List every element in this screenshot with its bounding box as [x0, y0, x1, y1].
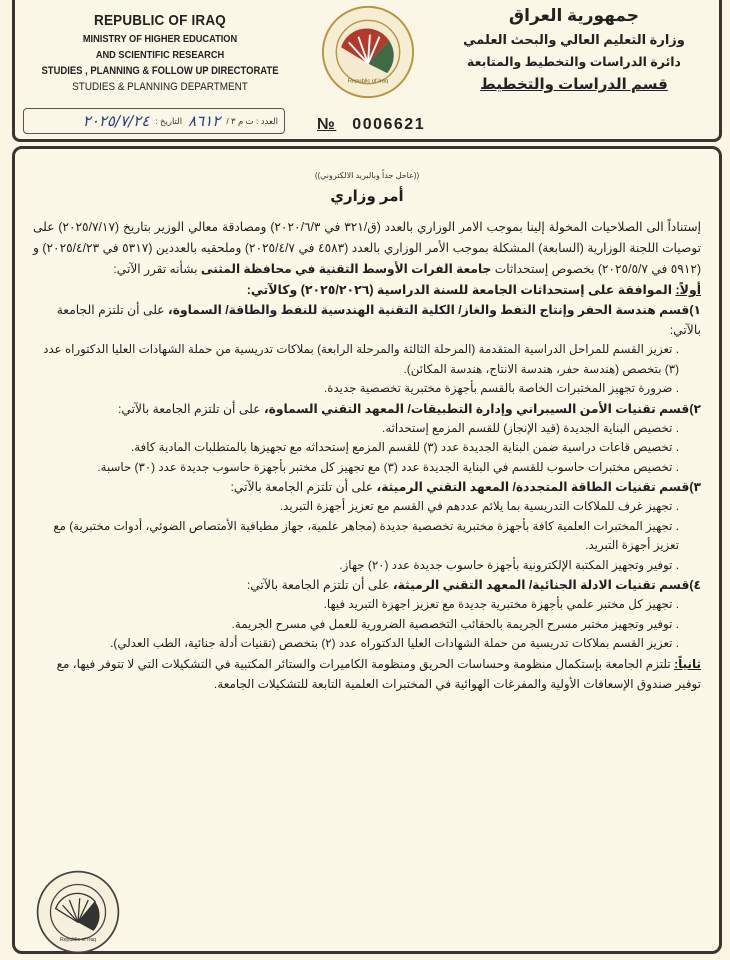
- preamble-ending: بشأنه تقرر الآتي:: [113, 262, 201, 276]
- directorate-en: STUDIES , PLANNING & FOLLOW UP DIRECTORATE: [41, 65, 279, 77]
- bullet-text: ضرورة تجهيز المختبرات الخاصة بالقسم بأجهزة مختبرية تخصصية جديدة.: [324, 381, 673, 395]
- list-item: . توفير وتجهيز مختبر مسرح الجريمة بالحقائب التخصصية الضرورية للعمل في مسرح الجريمة.: [231, 616, 679, 631]
- item-title: قسم تقنيات الطاقة المتجددة/ المعهد التقني الرميثة،: [376, 480, 690, 494]
- bullet-text: تخصيص قاعات دراسية ضمن البناية الجديدة عدد (٣) للقسم المزمع إستحداثه مع تجهيزها بالمتطلبات المادية كافة.: [130, 440, 673, 454]
- item-tail: على أن تلتزم الجامعة بالآتي:: [246, 578, 393, 592]
- section-first-label: أولاً:: [675, 283, 701, 297]
- document-content: [33, 171, 701, 694]
- preamble: [33, 217, 701, 280]
- bullet-text: توفير وتجهيز المكتبة الإلكترونية بأجهزة حاسوب جديدة عدد (٢٠) جهاز.: [339, 557, 673, 572]
- ministry-ar: وزارة التعليم العالي والبحث العلمي: [463, 32, 685, 47]
- item-number: ٣): [689, 480, 701, 494]
- letterhead: [12, 0, 722, 142]
- list-item: . تعزيز القسم للمراحل الدراسية المتقدمة (المرحلة الثالثة والمرحلة الرابعة) بملاكات تدريسية من حملة الشهادات العليا الدكتوراه عدد (٣) بتخصص (هندسة حفر، هندسة الانتاج، هندسة المكائن).: [43, 342, 679, 376]
- section-second: [33, 654, 701, 694]
- reference-date-label: التاريخ :: [155, 115, 183, 126]
- english-letterhead: [15, 12, 305, 93]
- reference-number-label: العدد : ت م ٣ /: [226, 115, 278, 126]
- bullet-text: تجهيز المختبرات العلمية كافة بأجهزة مختبرية تخصصية جديدة (مجاهر علمية، جهاز مطيافية الأمتصاص الضوئي، أدوات مختبرية) مع تعزيز أجهزة التبريد.: [53, 518, 679, 552]
- item-2: [33, 399, 701, 419]
- bullet-text: تخصيص مختبرات حاسوب للقسم في البناية الجديدة عدد (٣) مع تجهيز كل مختبر بأجهزة حاسوب جديدة عدد (٣٠) حاسبة.: [97, 459, 673, 474]
- serial-number: [317, 116, 425, 134]
- item-tail: على أن تلتزم الجامعة بالآتي:: [230, 480, 377, 494]
- list-item: . تخصيص قاعات دراسية ضمن البناية الجديدة عدد (٣) للقسم المزمع إستحداثه مع تجهيزها بالمتطلبات المادية كافة.: [130, 440, 679, 454]
- item-tail: على أن تلتزم الجامعة بالآتي:: [117, 401, 264, 416]
- department-ar: قسم الدراسات والتخطيط: [480, 76, 668, 93]
- item-title: قسم هندسة الحفر وإنتاج النفط والغاز/ الكلية التقنية الهندسية للنفط والطاقة/ السماوة،: [168, 303, 690, 317]
- bullet-text: تعزيز القسم للمراحل الدراسية المتقدمة (المرحلة الثالثة والمرحلة الرابعة) بملاكات تدريسية من حملة الشهادات العليا الدكتوراه عدد (٣) بتخصص (هندسة حفر، هندسة الانتاج، هندسة المكائن).: [43, 342, 679, 376]
- bullet-text: تجهيز غرف للملاكات التدريسية بما يلائم عددهم في القسم مع تعزيز أجهزة التبريد.: [279, 499, 673, 513]
- item-4: [33, 575, 701, 595]
- preamble-text: إستناداً الى الصلاحيات المخولة إلينا بموجب الامر الوزاري بالعدد (ق/٣٢١ في ٢٠٢٠/٦/٣) ومصادقة معالي الوزير بتاريخ (٢٠٢٥/٧/١٧) على توصيات اللجنة الوزارية (السابعة) المشكلة بموجب الأمر الوزاري بالعدد (٤٥٨٣ في ٢٠٢٥/٤/٧) وملحقيه بالعددين (٥٣١٧ في ٢٠٢٥/٤/٢٣) و (٥٩١٢ في ٢٠٢٥/٥/٧) بخصوص إستحداثات: [33, 220, 701, 276]
- item-3: [33, 477, 701, 497]
- footer-seal-icon: [35, 869, 121, 955]
- section-second-text: تلتزم الجامعة بإستكمال منظومة وحساسات الحريق ومنظومة الكاميرات والستائر المكتبية في التشكيلات التي لا تتوفر فيها، مع توفير صندوق الإسعافات الأولية والمفرغات الهوائية في المختبرات العلمية التابعة للتشكيلات الجامعة.: [56, 656, 701, 691]
- ministry-seal-icon: [320, 4, 416, 100]
- country-en: REPUBLIC OF IRAQ: [94, 12, 226, 29]
- ministry-en-line1: MINISTRY OF HIGHER EDUCATION: [82, 33, 238, 45]
- list-item: . تعزيز القسم بملاكات تدريسية من حملة الشهادات العليا الدكتوراه عدد (٢) بتخصص (تقنيات أدلة جنائية، الطب العدلي).: [110, 636, 679, 650]
- document-body: [12, 146, 722, 954]
- item-title: قسم تقنيات الأمن السيبراني وإدارة التطبيقات/ المعهد التقني السماوة،: [263, 401, 690, 416]
- item-1: [33, 300, 701, 340]
- country-ar: جمهورية العراق: [508, 6, 640, 25]
- reference-number-value: ٨٦١٢: [188, 112, 221, 130]
- svg-text:Republic of Iraq: Republic of Iraq: [347, 78, 389, 85]
- bullet-text: توفير وتجهيز مختبر مسرح الجريمة بالحقائب التخصصية الضرورية للعمل في مسرح الجريمة.: [231, 616, 673, 631]
- item-title: قسم تقنيات الادلة الجنائية/ المعهد التقني الرميثة،: [392, 578, 690, 592]
- bullet-text: تعزيز القسم بملاكات تدريسية من حملة الشهادات العليا الدكتوراه عدد (٢) بتخصص (تقنيات أدلة جنائية، الطب العدلي).: [110, 636, 673, 650]
- list-item: . تخصيص البناية الجديدة (قيد الإنجاز) للقسم المزمع إستحداثه.: [382, 420, 679, 435]
- item-tail: على أن تلتزم الجامعة بالآتي:: [56, 303, 701, 337]
- reference-box: [23, 108, 285, 134]
- urgency-note: ((عاجل جداً وبالبريد الالكتروني)): [314, 171, 420, 180]
- ministry-en-line2: AND SCIENTIFIC RESEARCH: [95, 49, 225, 61]
- serial-value: 0006621: [352, 116, 426, 133]
- arabic-letterhead: [449, 6, 699, 93]
- bullet-text: تجهيز كل مختبر علمي بأجهزة مختبرية جديدة مع تعزيز اجهزة التبريد فيها.: [323, 597, 673, 611]
- item-number: ١): [689, 303, 701, 317]
- preamble-university: جامعة الفرات الأوسط التقنية في محافظة المثنى: [200, 262, 492, 276]
- serial-prefix: №: [317, 116, 337, 133]
- directorate-ar: دائرة الدراسات والتخطيط والمتابعة: [467, 55, 681, 69]
- list-item: . تخصيص مختبرات حاسوب للقسم في البناية الجديدة عدد (٣) مع تجهيز كل مختبر بأجهزة حاسوب جديدة عدد (٣٠) حاسبة.: [97, 459, 679, 474]
- item-number: ٢): [689, 401, 701, 416]
- item-number: ٤): [689, 578, 701, 592]
- list-item: . توفير وتجهيز المكتبة الإلكترونية بأجهزة حاسوب جديدة عدد (٢٠) جهاز.: [339, 557, 679, 572]
- section-first: [33, 280, 701, 300]
- list-item: . ضرورة تجهيز المختبرات الخاصة بالقسم بأجهزة مختبرية تخصصية جديدة.: [324, 381, 679, 395]
- department-en: STUDIES & PLANNING DEPARTMENT: [72, 81, 248, 93]
- svg-text:Republic of Iraq: Republic of Iraq: [59, 937, 97, 944]
- list-item: . تجهيز غرف للملاكات التدريسية بما يلائم عددهم في القسم مع تعزيز أجهزة التبريد.: [279, 499, 679, 513]
- list-item: . تجهيز كل مختبر علمي بأجهزة مختبرية جديدة مع تعزيز اجهزة التبريد فيها.: [323, 597, 679, 611]
- reference-date-value: ٢٠٢٥/٧/٢٤: [82, 112, 150, 130]
- list-item: . تجهيز المختبرات العلمية كافة بأجهزة مختبرية تخصصية جديدة (مجاهر علمية، جهاز مطيافية الأمتصاص الضوئي، أدوات مختبرية) مع تعزيز أجهزة التبريد.: [53, 518, 679, 552]
- section-second-label: ثانياً:: [674, 656, 701, 671]
- section-first-text: الموافقة على إستحداثات الجامعة للسنة الدراسية (٢٠٢٥/٢٠٢٦) وكالآتي:: [246, 283, 676, 297]
- document-title: أمر وزاري: [330, 188, 404, 205]
- bullet-text: تخصيص البناية الجديدة (قيد الإنجاز) للقسم المزمع إستحداثه.: [382, 420, 673, 435]
